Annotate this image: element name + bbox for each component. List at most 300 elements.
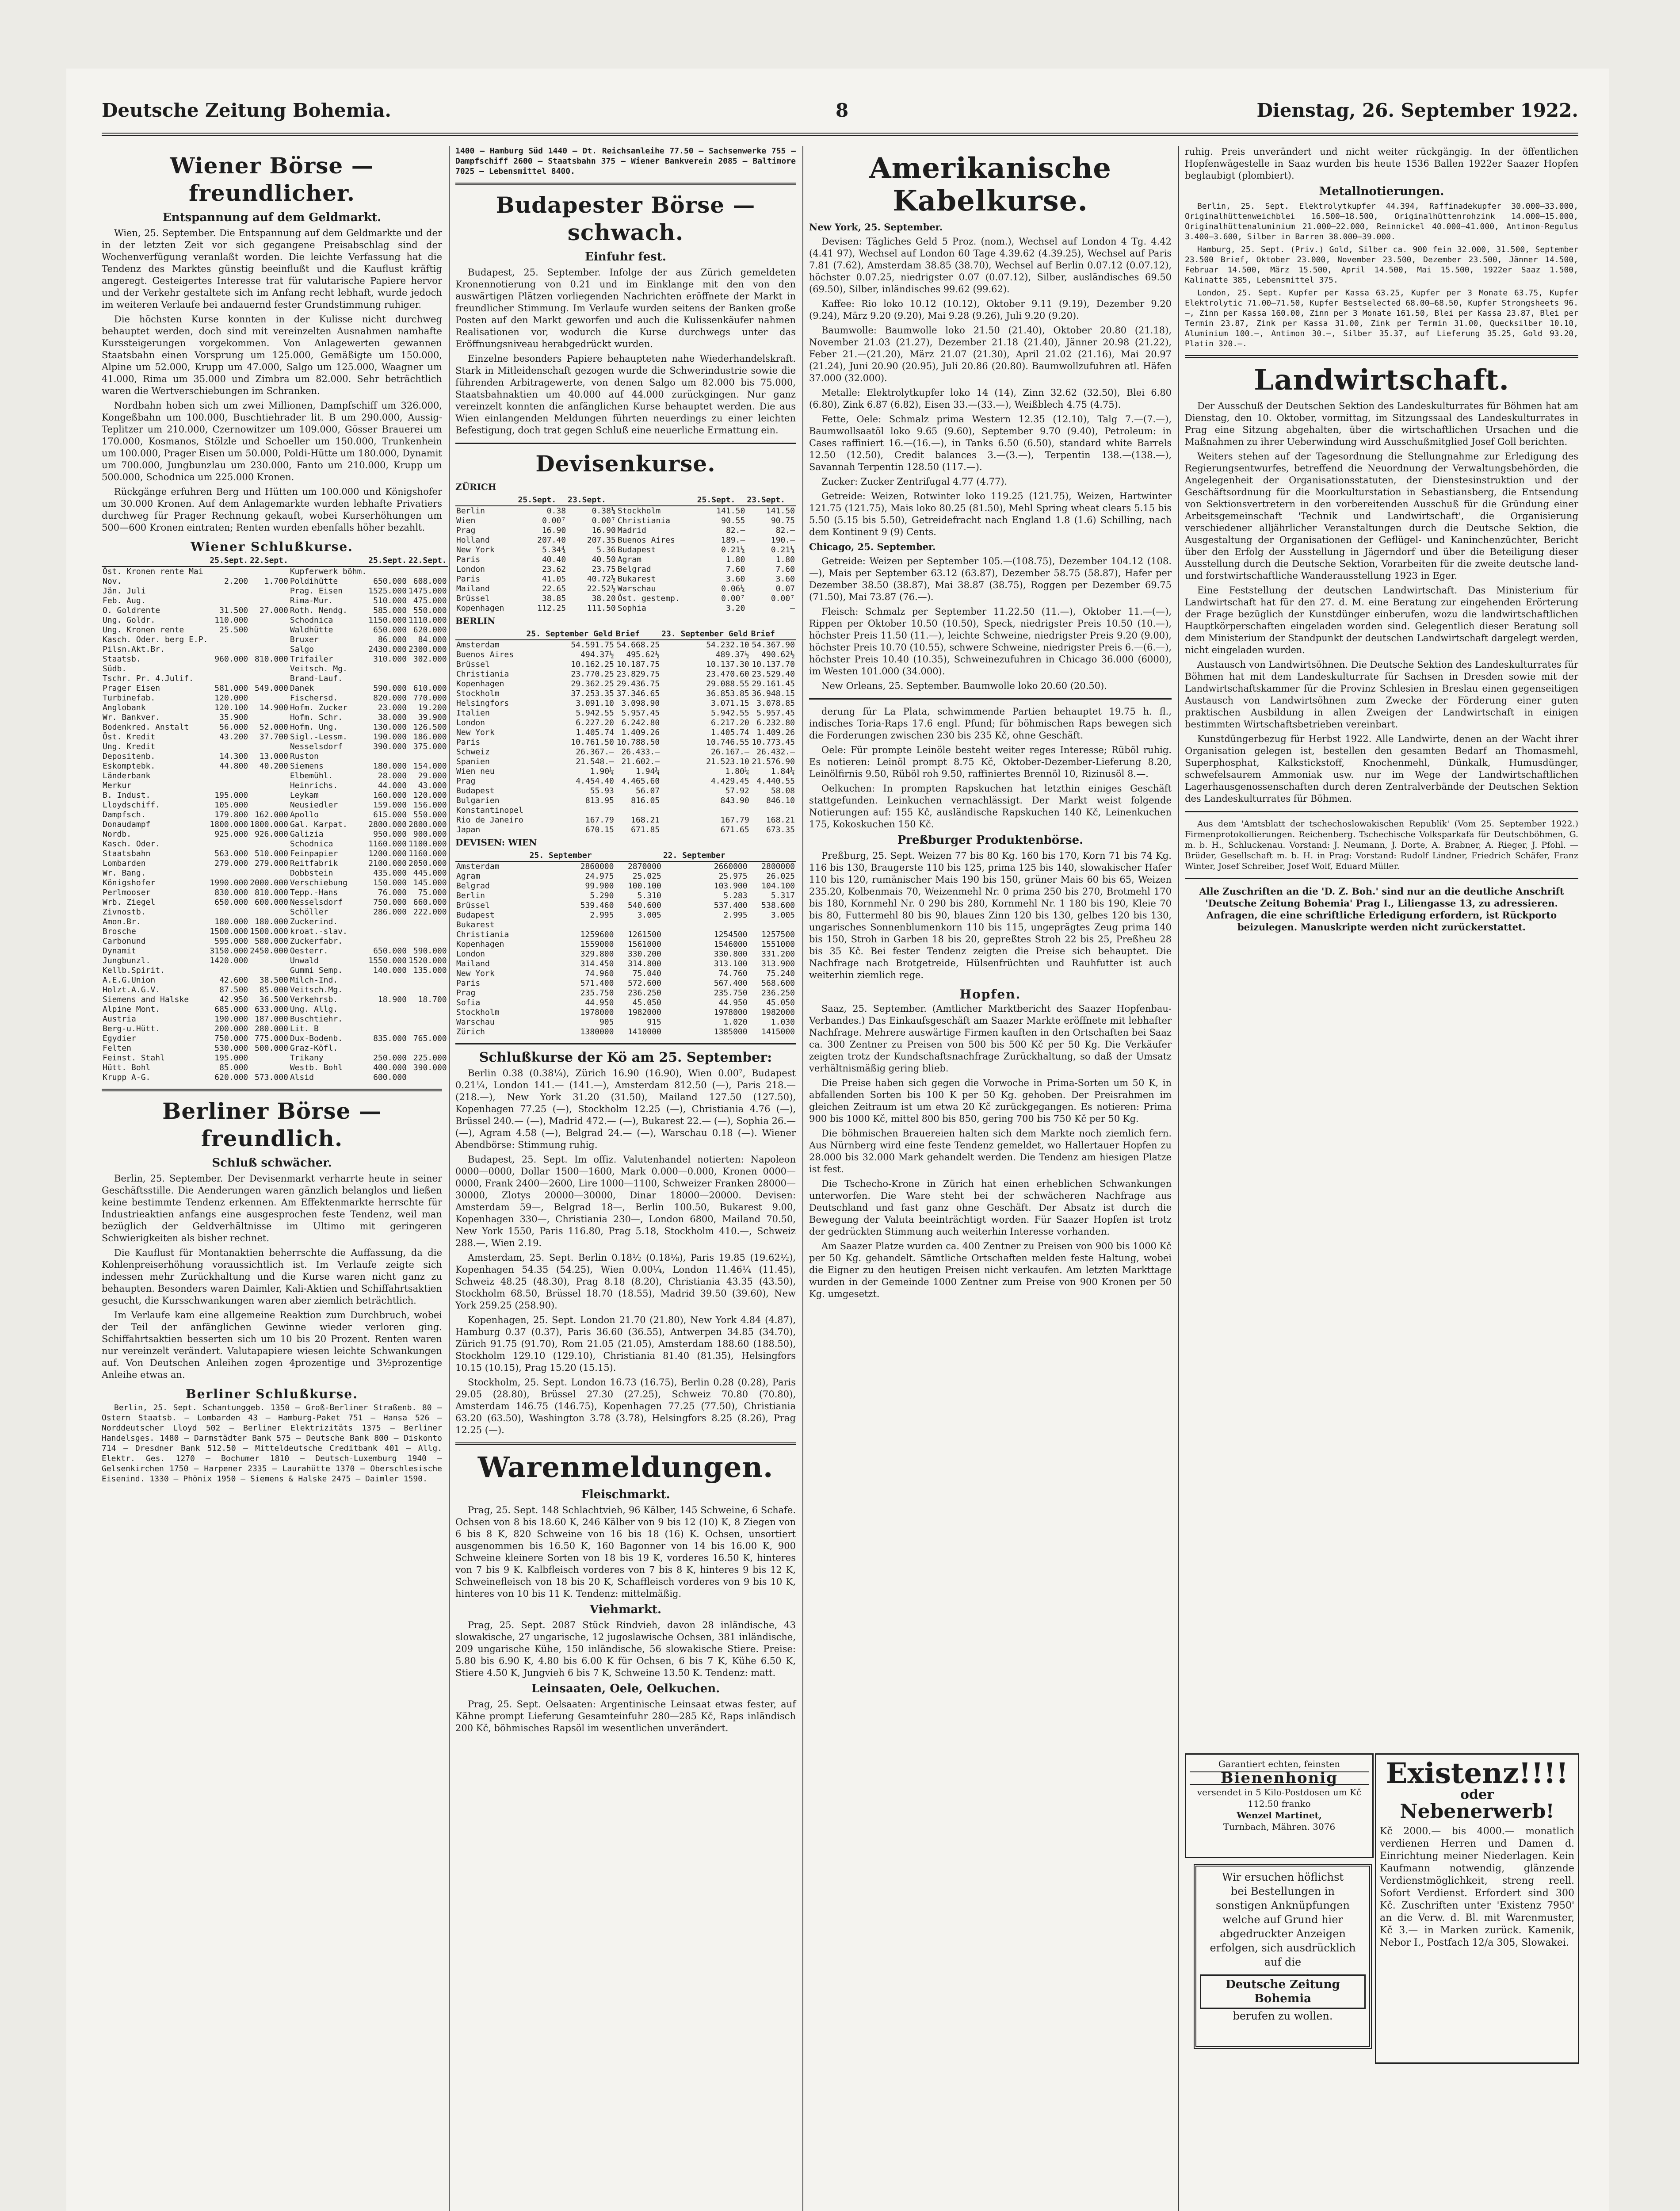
table-cell bbox=[249, 800, 289, 810]
table-cell: 314.800 bbox=[627, 959, 661, 968]
table-cell: 90.75 bbox=[771, 516, 795, 525]
table-cell: Agram bbox=[617, 555, 641, 564]
running-head bbox=[102, 93, 1578, 136]
table-cell: 830.000 bbox=[214, 888, 248, 897]
table-row bbox=[102, 830, 450, 839]
table-header-cell: 23. September Geld bbox=[661, 629, 750, 640]
table-cell: Depositenb. bbox=[103, 752, 156, 761]
table-cell: 56.07 bbox=[635, 786, 660, 796]
table-cell: Sophia bbox=[617, 604, 646, 613]
table-cell: Reitfabrik bbox=[290, 859, 338, 868]
table-cell bbox=[249, 907, 289, 917]
table-cell: 1800.000 bbox=[250, 820, 288, 829]
table-cell: Fischersd. bbox=[290, 693, 338, 703]
table-cell: 75.240 bbox=[766, 969, 795, 978]
table-cell: 145.000 bbox=[413, 878, 447, 887]
table-cell: 10.788.50 bbox=[616, 738, 660, 747]
table-cell: Nesselsdorf bbox=[290, 742, 343, 751]
table-row bbox=[455, 555, 796, 565]
table-cell: 2870000 bbox=[627, 862, 661, 871]
table-row bbox=[455, 930, 796, 940]
table-cell: 750.000 bbox=[373, 898, 407, 907]
table-cell: 7.60 bbox=[725, 565, 745, 574]
table-cell: Öst. gestemp. bbox=[617, 594, 680, 603]
table-cell: 905 bbox=[599, 1018, 614, 1027]
article-paragraph: Berlin, 25. September. Der Devisenmarkt verharrte heute in seiner Geschäftsstille. Die Aenderungen waren gänzlich belanglos und ließen keine bestimmte Tendenz erkennen. Am Effektenmarkte herrschte für Industrieaktien anfangs eine ausgesprochen feste Tendenz, weil man bezüglich der Geldverhältnisse im Ultimo mit geringeren Schwierigkeiten als bisher rechnet. bbox=[102, 1173, 442, 1243]
table-cell: Öst. Kredit bbox=[103, 732, 156, 742]
table-cell: 26.025 bbox=[766, 872, 795, 881]
table-cell: Prag bbox=[456, 988, 476, 998]
table-cell: 2050.000 bbox=[408, 859, 447, 868]
table-cell: 550.000 bbox=[413, 810, 447, 819]
table-cell: 18.900 bbox=[378, 995, 407, 1004]
table-cell: 2450.000 bbox=[250, 946, 288, 956]
table-cell bbox=[408, 674, 448, 684]
table-row bbox=[102, 1005, 450, 1014]
table-cell: 39.900 bbox=[418, 713, 447, 722]
table-cell: 3.60 bbox=[775, 574, 795, 584]
article-paragraph: Budapest, 25. September. Infolge der aus Zürich gemeldeten Kronennotierung von 0.21 und im Einklange mit den von den auswärtigen Plätzen vorliegenden Nachrichten eröffnete der Markt in freundlicher Stimmung. Im Verlaufe wurden seitens der Banken große Posten auf den Markt geworfen und auch die Kulissenkäufer nahmen Realisationen vor, wodurch die Kurse durchwegs unter das Eröffnungsniveau herabgedrückt wurden. bbox=[455, 267, 796, 349]
table-row bbox=[455, 708, 796, 718]
table-cell bbox=[615, 920, 662, 930]
table-row bbox=[455, 959, 796, 969]
table-cell: Hofm. Ung. bbox=[290, 723, 338, 732]
table-header-cell: 25.Sept. bbox=[696, 495, 746, 506]
table-cell: 21.548.— bbox=[576, 757, 614, 766]
table-cell: 222.000 bbox=[413, 907, 447, 917]
cattle-market-title: Viehmarkt. bbox=[589, 1603, 662, 1616]
table-cell: 5.283 bbox=[723, 891, 748, 900]
table-cell: 5.36 bbox=[596, 545, 616, 555]
table-cell: Poldihütte bbox=[290, 577, 338, 586]
table-row bbox=[102, 1063, 450, 1073]
table-cell: Dobbstein bbox=[290, 868, 333, 878]
table-cell: 685.000 bbox=[214, 1005, 248, 1014]
table-cell: Buschtiehr. bbox=[290, 1014, 343, 1024]
table-cell: Südb. bbox=[103, 664, 127, 673]
table-cell: — bbox=[790, 604, 795, 613]
table-cell: Stockholm bbox=[456, 1008, 500, 1017]
table-row bbox=[102, 946, 450, 956]
amsterdam-closing-text: Amsterdam, 25. Sept. Berlin 0.18½ (0.18⅛), Paris 19.85 (19.62½), Kopenhagen 54.35 (54.25), Wien 0.00¼, London 11.46¼ (11.45), Schweiz 48.25 (48.30), Prag 8.18 (8.20), Christiania 43.35 (43.50), Stockholm 68.50, Brüssel 18.70 (18.55), Madrid 39.50 (39.60), New York 259.25 (258.90). bbox=[455, 1252, 796, 1311]
table-cell: 1.405.74 bbox=[710, 728, 749, 737]
table-cell: 1978000 bbox=[580, 1008, 614, 1017]
vienna-exchange-subtitle: Entspannung auf dem Geldmarkt. bbox=[162, 211, 382, 224]
table-cell: 195.000 bbox=[214, 1053, 248, 1063]
table-cell: Brüssel bbox=[456, 594, 490, 603]
table-cell: 200.000 bbox=[214, 1024, 248, 1033]
table-row bbox=[102, 1053, 450, 1063]
table-cell: 90.55 bbox=[721, 516, 745, 525]
table-cell bbox=[367, 1005, 408, 1014]
table-cell: 5.957.45 bbox=[621, 708, 660, 718]
metal-quotes-hamburg: Hamburg, 25. Sept. (Priv.) Gold, Silber ca. 900 fein 32.000, 31.500, September 23.500 Brief, Oktober 23.000, November 23.500, Dezember 23.500, Jänner 14.500, Februar 14.500, März 15.500, April 14.500, Mai 15.500, 1922er Saaz 1.500, Kalinatte 385, Lebensmittel 375. bbox=[1185, 245, 1578, 285]
table-cell: 4.454.40 bbox=[576, 777, 614, 786]
table-row bbox=[455, 767, 796, 777]
table-cell bbox=[249, 1053, 289, 1063]
table-row bbox=[102, 674, 450, 684]
article-paragraph: Oelkuchen: In prompten Rapskuchen hat letzthin einiges Geschäft stattgefunden. Leinkuchen vernachlässigt. Der Markt weist folgende Notierungen auf: 155 Kč, ausländische Rapskuchen 140 Kč, Leinenkuchen 175, Kokoskuchen 150 Kč. bbox=[809, 783, 1172, 830]
table-cell: 10.162.25 bbox=[571, 660, 614, 669]
table-cell: Graz-Köfl. bbox=[290, 1044, 338, 1053]
table-cell bbox=[408, 566, 448, 577]
table-cell: 168.21 bbox=[631, 815, 660, 825]
table-row bbox=[102, 781, 450, 791]
table-row bbox=[102, 625, 450, 635]
table-row bbox=[455, 861, 796, 872]
table-cell: 168.21 bbox=[766, 815, 795, 825]
table-cell: Hofm. Zucker bbox=[290, 703, 347, 712]
table-cell: 120.000 bbox=[214, 693, 248, 703]
notice-line: erfolgen, sich ausdrücklich bbox=[1210, 1942, 1356, 1954]
table-cell: 180.000 bbox=[254, 917, 288, 926]
table-cell: 38.500 bbox=[259, 975, 288, 985]
table-cell: Anglobank bbox=[103, 703, 146, 712]
table-cell: 58.08 bbox=[771, 786, 795, 796]
table-row bbox=[455, 1027, 796, 1037]
table-cell: Buenos Aires bbox=[617, 536, 675, 545]
table-cell: 44.950 bbox=[718, 998, 748, 1007]
table-cell: Alsid bbox=[290, 1073, 314, 1082]
table-cell: 2800.000 bbox=[368, 820, 407, 829]
table-cell: 1.405.74 bbox=[576, 728, 614, 737]
honey-ad bbox=[1185, 1753, 1374, 1858]
table-cell: New York bbox=[456, 728, 495, 737]
table-cell: Lloydschiff. bbox=[103, 800, 160, 810]
table-cell: Kopenhagen bbox=[456, 940, 504, 949]
table-cell: 673.35 bbox=[766, 825, 795, 834]
table-cell bbox=[408, 917, 448, 927]
divider bbox=[1185, 878, 1578, 879]
table-cell: Ung. Kredit bbox=[103, 742, 156, 751]
table-cell: 0.00⁷ bbox=[592, 516, 616, 525]
table-cell: Salgo bbox=[290, 645, 314, 654]
table-cell: 189.— bbox=[721, 536, 745, 545]
table-row bbox=[455, 689, 796, 699]
table-cell: 400.000 bbox=[373, 1063, 407, 1072]
table-cell bbox=[750, 806, 796, 815]
table-cell: Galizia bbox=[290, 830, 324, 839]
table-cell: 0.21¼ bbox=[771, 545, 795, 555]
table-cell: 5.34¾ bbox=[542, 545, 566, 555]
table-row bbox=[102, 606, 450, 616]
table-cell: 1.020 bbox=[723, 1018, 748, 1027]
table-cell: 36.853.85 bbox=[706, 689, 749, 698]
table-cell: 0.38 bbox=[546, 506, 566, 516]
table-row bbox=[455, 872, 796, 881]
table-row bbox=[455, 640, 796, 650]
table-cell: Gal. Karpat. bbox=[290, 820, 347, 829]
berlin-rates-table bbox=[455, 629, 796, 835]
table-cell: Helsingfors bbox=[456, 699, 509, 708]
table-cell: 130.000 bbox=[373, 723, 407, 732]
table-cell: 5.290 bbox=[590, 891, 614, 900]
table-header-cell: Brief bbox=[750, 629, 796, 640]
table-cell: Öst. Kronen rente Mai bbox=[103, 567, 203, 576]
table-row bbox=[455, 545, 796, 555]
divider bbox=[455, 1043, 796, 1044]
table-cell: Spanien bbox=[456, 757, 490, 766]
table-cell: 0.07 bbox=[775, 584, 795, 593]
table-cell: 82.— bbox=[725, 526, 745, 535]
berlin-exchange-title: Berliner Börse — freundlich. bbox=[162, 1098, 382, 1151]
table-cell bbox=[249, 966, 289, 975]
table-row bbox=[455, 604, 796, 613]
table-cell: Felten bbox=[103, 1044, 132, 1053]
table-cell bbox=[209, 868, 249, 878]
table-header-cell bbox=[748, 850, 796, 861]
notice-line: berufen zu wollen. bbox=[1233, 2010, 1333, 2022]
table-cell: Buenos Aires bbox=[456, 650, 514, 659]
article-paragraph: Fette, Oele: Schmalz prima Western 12.35 (12.10), Talg 7.—(7.—), Baumwollsaatöl loko 9.65 (9.60), September 9.70 (9.40), Petroleum: in Cases raffiniert 16.—(16.—), in Tanks 6.50 (6.50), standard white Barrels 12.50 (12.50), Credit balances 3.—(3.—), Terpentin 138.—(138.—), Savannah Terpentin 128.50 (117.—). bbox=[809, 414, 1172, 472]
table-row bbox=[455, 901, 796, 910]
table-cell: 3.005 bbox=[771, 910, 795, 920]
table-cell: Dampfsch. bbox=[103, 810, 146, 819]
table-row bbox=[102, 966, 450, 975]
income-ad-title: Existenz!!!! bbox=[1386, 1757, 1569, 1790]
table-cell: Pilsn.Akt.Br. bbox=[103, 645, 165, 654]
table-cell bbox=[367, 674, 408, 684]
divider bbox=[455, 443, 796, 444]
table-header-cell: 25. September bbox=[529, 850, 615, 861]
honey-ad-seller: Wenzel Martinet, bbox=[1237, 1810, 1322, 1821]
column-rule bbox=[802, 146, 803, 2211]
table-cell: 1.80 bbox=[725, 555, 745, 564]
table-cell: 1.90¼ bbox=[590, 767, 614, 776]
table-cell: 3.005 bbox=[637, 910, 661, 920]
table-cell: 1160.000 bbox=[408, 849, 447, 858]
table-row bbox=[102, 664, 450, 674]
table-cell bbox=[249, 868, 289, 878]
table-cell bbox=[209, 645, 249, 654]
table-cell bbox=[408, 1044, 448, 1053]
table-cell bbox=[367, 917, 408, 927]
table-cell: 22.52½ bbox=[587, 584, 616, 593]
table-cell: Zuckerind. bbox=[290, 917, 338, 926]
table-cell: 475.000 bbox=[413, 596, 447, 605]
table-cell: 585.000 bbox=[373, 606, 407, 615]
table-cell: 44.800 bbox=[219, 761, 248, 771]
table-row bbox=[455, 1018, 796, 1027]
table-cell: 14.300 bbox=[219, 752, 248, 761]
table-cell bbox=[249, 586, 289, 596]
article-paragraph: Die Kauflust für Montanaktien beherrschte die Auffassung, da die Kohlenpreiserhöhung voraussichtlich ist. Im Verlaufe zeigte sich indessen mehr Zurückhaltung und die Kurse waren nicht ganz zu behaupten. Besonders waren Daimler, Kali-Aktien und Schiffahrtsaktien gesucht, die Kursschwankungen waren aber ziemlich beträchtlich. bbox=[102, 1247, 442, 1306]
table-cell: 1.94¼ bbox=[635, 767, 660, 776]
table-cell: 770.000 bbox=[413, 693, 447, 703]
table-row bbox=[455, 940, 796, 949]
table-cell: 26.432.— bbox=[756, 747, 795, 757]
table-cell: 160.000 bbox=[373, 791, 407, 800]
table-cell: 54.591.75 bbox=[571, 640, 614, 650]
table-cell: 40.40 bbox=[542, 555, 566, 564]
cattle-market-text: Prag, 25. Sept. 2087 Stück Rindvieh, davon 28 inländische, 43 slowakische, 27 ungarische, 12 jugoslawische Ochsen, 381 inländische, 209 ungarische Kühe, 150 inländische, 56 slowakische Stiere. Preise: 5.80 bis 6.90 K, 4.80 bis 6.00 K für Ochsen, 6 bis 7 K, Kühe 6.50 K, Stiere 4.50 K, Jungvieh 6 bis 7 K, Schweine 13.50 K. Tendenz: matt. bbox=[455, 1620, 796, 1678]
table-cell bbox=[209, 771, 249, 781]
table-cell: 390.000 bbox=[373, 742, 407, 751]
table-header-cell: 25.Sept. bbox=[209, 555, 249, 566]
table-cell: 6.242.80 bbox=[621, 718, 660, 727]
table-cell: Trikany bbox=[290, 1053, 324, 1063]
table-cell: 42.600 bbox=[219, 975, 248, 985]
table-cell: 2100.000 bbox=[368, 859, 407, 868]
table-cell: Amon.Br. bbox=[103, 917, 141, 926]
table-cell: Paris bbox=[456, 555, 481, 564]
table-cell: Kasch. Oder. bbox=[103, 839, 160, 849]
table-cell bbox=[249, 664, 289, 674]
table-cell bbox=[249, 791, 289, 800]
table-cell: Bulgarien bbox=[456, 796, 500, 805]
table-cell: 74.760 bbox=[718, 969, 748, 978]
income-ad-body: Kč 2000.— bis 4000.— monatlich verdienen Herren und Damen d. Einrichtung meiner Niederlagen. Kein Kaufmann notwendig, glänzende Verdienstmöglichkeit, streng reell. Sofort Verdienst. Erfordert sind 300 Kč. Zuschriften unter 'Existenz 7950' an die Verw. d. Bl. mit Warenmuster, Kč 3.— in Marken zurück. Kamenik, Nebor I., Postfach 12/a 305, Slowakei. bbox=[1380, 1826, 1574, 1948]
column-2 bbox=[455, 146, 796, 2211]
table-cell: 179.800 bbox=[214, 810, 248, 819]
table-cell: 1.030 bbox=[771, 1018, 795, 1027]
table-row bbox=[455, 891, 796, 901]
table-cell: Merkur bbox=[103, 781, 132, 790]
table-cell: 3.60 bbox=[725, 574, 745, 584]
table-row bbox=[102, 713, 450, 723]
table-cell bbox=[615, 806, 661, 815]
table-cell: 37.253.35 bbox=[571, 689, 614, 698]
table-cell: 537.400 bbox=[714, 901, 748, 910]
table-cell: Schweiz bbox=[456, 747, 490, 757]
table-cell: Budapest bbox=[456, 786, 495, 796]
table-row bbox=[102, 898, 450, 907]
table-cell: Kopenhagen bbox=[456, 679, 504, 689]
table-row bbox=[102, 927, 450, 937]
metal-quotes-title: Metallnotierungen. bbox=[1319, 185, 1444, 198]
table-cell: 1420.000 bbox=[210, 956, 248, 965]
table-cell: 1200.000 bbox=[368, 849, 407, 858]
divider bbox=[455, 1442, 796, 1445]
table-cell: Westb. Bohl bbox=[290, 1063, 343, 1072]
table-cell: 7.60 bbox=[775, 565, 795, 574]
table-cell: London bbox=[456, 949, 485, 959]
table-cell: 13.000 bbox=[259, 752, 288, 761]
table-cell: Japan bbox=[456, 825, 481, 834]
table-cell: London bbox=[456, 718, 485, 727]
table-cell bbox=[367, 566, 408, 577]
table-cell: Alpine Mont. bbox=[103, 1005, 160, 1014]
table-cell: 580.000 bbox=[254, 937, 288, 946]
table-cell: 0.00⁷ bbox=[721, 594, 745, 603]
table-cell: 23.62 bbox=[542, 565, 566, 574]
table-cell: Unwald bbox=[290, 956, 319, 965]
table-row bbox=[455, 728, 796, 738]
table-row bbox=[455, 920, 796, 930]
table-cell: 3150.000 bbox=[210, 946, 248, 956]
table-cell: Belgrad bbox=[617, 565, 651, 574]
table-row bbox=[102, 878, 450, 888]
table-cell: 0.00⁷ bbox=[542, 516, 566, 525]
table-cell: Konstantinopel bbox=[456, 806, 523, 815]
table-cell: Agram bbox=[456, 872, 481, 881]
table-cell: Eskomptebk. bbox=[103, 761, 156, 771]
table-cell: 1982000 bbox=[761, 1008, 795, 1017]
article-paragraph: Wien, 25. September. Die Entspannung auf dem Geldmarkte und der in der letzten Zeit vor sich gegangene Preisabschlag sind der Wochenverfügung veranlaßt worden. Die leichte Verfassung hat die Tendenz des Marktes günstig beeinflußt und die Kauflust kräftig angeregt. Gesteigertes Interesse trat für valutarische Papiere hervor und der Verkehr gestaltete sich im Anfang recht lebhaft, wurde jedoch im weiteren Verlaufe bei andauernd fester Grundstimmung ruhiger. bbox=[102, 228, 442, 310]
article-paragraph: Eine Feststellung der deutschen Landwirtschaft. Das Ministerium für Landwirtschaft hat für den 27. d. M. eine Beratung zur eingehenden Erörterung der Frage bezüglich der Kunstdünger einberufen, wozu die landwirtschaftlichen Hauptkörperschaften eingeladen worden sind. Gelegentlich dieser Beratung soll dem Ministerium der Standpunkt der deutschen Landwirtschaft dargelegt werden, nicht eingeladen wurden. bbox=[1185, 585, 1578, 655]
column-rule bbox=[449, 146, 450, 2211]
table-cell: 4.440.55 bbox=[756, 777, 795, 786]
table-row bbox=[102, 596, 450, 606]
table-row bbox=[102, 810, 450, 820]
table-cell: Donaudampf bbox=[103, 820, 151, 829]
table-row bbox=[102, 975, 450, 985]
table-cell: 27.000 bbox=[259, 606, 288, 615]
article-paragraph: Getreide: Weizen per September 105.—(108.75), Dezember 104.12 (108.—), Mais per September 63.12 (63.87), Dezember 58.75 (58.87), Hafer per Dezember 38.50 (38.87), Mai 38.87 (38.75), Roggen per Dezember 69.75 (71.50), Mai 73.87 (76.—). bbox=[809, 556, 1172, 602]
table-cell: 75.000 bbox=[418, 888, 447, 897]
table-cell: 620.000 bbox=[413, 625, 447, 635]
table-cell: 490.62½ bbox=[761, 650, 795, 659]
berlin-closing-list: Berlin, 25. Sept. Schantunggeb. 1350 — Groß-Berliner Straßenb. 80 — Ostern Staatsb. — Lombarden 43 — Hamburg-Paket 751 — Hansa 526 — Norddeutscher Lloyd 502 — Berliner Elektrizitäts 1375 — Berliner Handelsges. 1480 — Darmstädter Bank 575 — Deutsche Bank 800 — Diskonto 714 — Dresdner Bank 512.50 — Mitteldeutsche Creditbank 401 — Allg. Elektr. Ges. 1270 — Bochumer 1810 — Deutsch-Luxemburg 1940 — Gelsenkirchen 1750 — Harpener 2335 — Laurahütte 1370 — Oberschlesische Eisenind. 1330 — Phönix 1950 — Siemens & Halske 2475 — Daimler 1590. bbox=[102, 1403, 442, 1484]
table-row bbox=[102, 616, 450, 625]
table-row bbox=[455, 565, 796, 574]
table-cell bbox=[209, 781, 249, 791]
income-ad-subtitle: Nebenerwerb! bbox=[1400, 1800, 1554, 1823]
table-cell: Sigl.-Lessm. bbox=[290, 732, 347, 742]
table-cell: 84.000 bbox=[418, 635, 447, 644]
table-cell bbox=[408, 1073, 448, 1083]
kd-closing-title: Schlußkurse der Kö am 25. September: bbox=[479, 1050, 772, 1065]
table-cell bbox=[367, 927, 408, 937]
honey-ad-address: Turnbach, Mähren. 3076 bbox=[1223, 1821, 1336, 1832]
vienna-label: DEVISEN: WIEN bbox=[455, 837, 537, 848]
table-cell: 539.460 bbox=[580, 901, 614, 910]
table-cell: 600.000 bbox=[373, 1073, 407, 1082]
article-paragraph: Der Ausschuß der Deutschen Sektion des Landeskulturrates für Böhmen hat am Dienstag, den 10. Oktober, vormittag, im Sitzungssaal des Landeskulturrates in Prag eine Sitzung abgehalten, über die wirtschaftlichen Ursachen und die Maßnahmen zu ihrer Ueberwindung wird Ausschußmitglied Josef Goll berichten. bbox=[1185, 401, 1578, 447]
table-cell: 390.000 bbox=[413, 1063, 447, 1072]
table-cell: 24.975 bbox=[585, 872, 614, 881]
table-cell: 1110.000 bbox=[408, 616, 447, 625]
table-cell: 29.000 bbox=[418, 771, 447, 780]
table-cell: 280.000 bbox=[254, 1024, 288, 1033]
table-row bbox=[102, 791, 450, 800]
table-row bbox=[102, 888, 450, 898]
table-cell: 3.098.90 bbox=[621, 699, 660, 708]
table-cell bbox=[249, 616, 289, 625]
table-row bbox=[102, 566, 450, 577]
article-paragraph: New Orleans, 25. September. Baumwolle loko 20.60 (20.50). bbox=[821, 681, 1107, 691]
table-cell: 2860000 bbox=[580, 862, 614, 871]
table-cell: 1.700 bbox=[264, 577, 288, 586]
table-cell: Warschau bbox=[456, 1018, 495, 1027]
table-cell bbox=[408, 752, 448, 761]
table-cell: 2800.000 bbox=[408, 820, 447, 829]
zurich-rates-table bbox=[455, 495, 796, 613]
table-cell: 313.100 bbox=[714, 959, 748, 968]
table-row bbox=[102, 956, 450, 966]
table-cell bbox=[408, 985, 448, 995]
table-cell: 5.310 bbox=[637, 891, 661, 900]
table-cell bbox=[249, 566, 289, 577]
divider bbox=[1185, 811, 1578, 812]
table-cell: Schodnica bbox=[290, 616, 333, 625]
table-cell: 28.000 bbox=[378, 771, 407, 780]
divider bbox=[809, 698, 1172, 700]
table-cell: Feinpapier bbox=[290, 849, 338, 858]
table-cell: 225.000 bbox=[413, 1053, 447, 1063]
table-cell: 1160.000 bbox=[368, 839, 407, 849]
table-cell: 550.000 bbox=[413, 606, 447, 615]
table-row bbox=[455, 806, 796, 815]
table-cell: Dynamit bbox=[103, 946, 136, 956]
table-cell: 111.50 bbox=[587, 604, 616, 613]
article-paragraph: Weiters stehen auf der Tagesordnung die Stellungnahme zur Erledigung des Regierungsentwurfes, betreffend die Neuordnung der Verwaltungsbehörden, die Angelegenheit der Organisationsstatuten, der Dienstesinstruktion und der Geschäftsordnung für die Moorkulturstation in Sebastiansberg, die Entsendung von Sektionsvertretern in den vorbereitenden Ausschuß für die Gründung einer Arbeitsgemeinschaft 'Technik und Landwirtschaft', die Organisierung verschiedener alljährlicher Veranstaltungen durch die Deutsche Sektion, die Ausgestaltung der Organisationen der Geflügel- und Kaninchenzüchter, Bericht über den Erfolg der Ausstellung in Jägerndorf und über die Beteiligung dieser Ausstellung durch die Deutsche Sektion, Vorarbeiten für die zweite deutsche land- und forstwirtschaftliche Wanderausstellung 1923 in Eger. bbox=[1185, 451, 1578, 581]
table-cell: 1500.000 bbox=[250, 927, 288, 936]
table-cell: 100.100 bbox=[627, 881, 661, 891]
table-cell: Kopenhagen bbox=[456, 604, 504, 613]
table-cell: 2.995 bbox=[590, 910, 614, 920]
table-cell: 23.770.25 bbox=[571, 669, 614, 679]
